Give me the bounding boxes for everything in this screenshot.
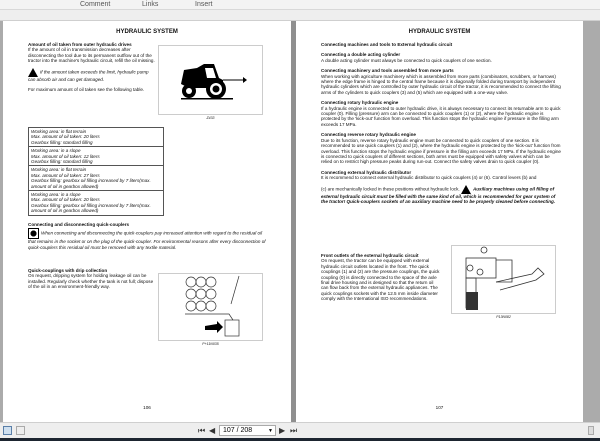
section-text: A double acting cylinder must always be connected to quick couplers of one section.: [321, 57, 492, 63]
front-outlets-figure: [451, 245, 556, 319]
first-page-button[interactable]: ⏮: [198, 426, 206, 435]
section-text: It is recommend to connect external hydraulic distributor to quick couplers (4) or (6). Control levers (b) and: [321, 175, 537, 181]
next-page-button[interactable]: ▶: [279, 426, 286, 435]
toolbar-comment[interactable]: Comment: [80, 1, 111, 8]
cell: Gearbox filling: gearbox oil filling increased by 7 liters(max. amount of oil in gearbox allowed): [31, 202, 151, 214]
section-text: Due to its function, reverse rotary hydraulic engine must be connected to quick couplers of one section. It is recommended to use quick couplers (1) and (2), where the hydraulic engine is protected by the 'kick-out' function from overload. This function stops the hydraulic engine if pressure in the filling arm exceeds 17 MPa. If the hydraulic engine is connected to quick couplers of different sections, both arms must be equipped with safety valves which can be relied on to restrict high pressure peaks during run-out. Connect the safety valves drain to quick coupler (0).: [321, 137, 561, 165]
dropdown-arrow-icon: ▼: [268, 428, 273, 434]
page-display: 107 / 208: [223, 427, 253, 434]
coupler-drawing-icon: [159, 274, 262, 340]
table-row: [29, 191, 164, 216]
page-thumbnail-icon[interactable]: [16, 426, 25, 435]
cell: Gearbox filling: standard filling: [31, 159, 93, 165]
section-heading: Connecting reverse rotary hydraulic engine: [321, 132, 416, 138]
page-number-select[interactable]: [219, 425, 276, 436]
cell: Working area: in flat terrain: [31, 167, 87, 173]
figure-caption: P+11N035: [202, 341, 219, 346]
page-number: 106: [143, 404, 151, 410]
page-title: HYDRAULIC SYSTEM: [116, 29, 178, 35]
section-heading: Connecting rotary hydraulic engine: [321, 100, 399, 106]
drip-heading: Quick-couplings with drip collection: [28, 268, 108, 273]
figure-caption: Z433: [206, 115, 215, 120]
oil-heading: Amount of oil taken from outer hydraulic drives: [28, 42, 132, 47]
cell: Working area: in a slope: [31, 192, 81, 198]
intro-heading: Connecting machines and tools to External hydraulic circuit: [321, 42, 453, 47]
toolbar-links[interactable]: Links: [142, 1, 159, 8]
table-intro: For maximum amount of oil taken see the following table.: [28, 87, 145, 93]
cell: Max. amount of oil taken: 20 liters: [31, 197, 100, 203]
table-row: [29, 128, 164, 147]
section-text: If a hydraulic engine is connected to outer hydraulic drive, it is always necessary to connect its returnable arm to quick coupler (0). Filling (pressure) arm can be connected to quick couplers (1) or (2), where the hydraulic engine is protected by the 'kick-out' function from overload. This function stops the hydraulic engine if pressure in the filling arm exceeds 17 MPa.: [321, 105, 561, 127]
page-title: HYDRAULIC SYSTEM: [408, 29, 471, 35]
toolbar-insert[interactable]: Insert: [195, 1, 213, 8]
page-number: 107: [435, 404, 444, 410]
table-row: [29, 147, 164, 166]
qc-text: When connecting and disconnecting the quick-couplers pay increased attention with regard to the residual oil that remains in the socket or on the plug of the quick-coupler. For environmental reasons after every disconnection of quick-couplers this residual oil must be removed with any textile material.: [28, 231, 266, 250]
figure-caption: P13N082: [496, 314, 511, 319]
distributor-warning: Auxiliary machines using oil filling of external hydraulic circuit must be filled with the same kind of oil, which is recommended for gear system of the tractor! Quick-couplers sockets of an auxiliary machine need to be properly cleaned before connecting.: [321, 186, 556, 204]
cell: Max. amount of oil taken: 27 liters: [31, 172, 100, 178]
environment-icon: [28, 228, 39, 239]
drip-figure: [158, 273, 263, 346]
oil-text: If the amount of oil in transmission decreases after disconnecting the tool due to its permanent outflow out of the tractor into the machine's hydraulic circuit, refill the oil missing.: [28, 47, 155, 64]
cell: Gearbox filling: standard filling: [31, 139, 93, 145]
document-tab-strip: [0, 10, 600, 21]
drip-text: On request, dripping system for holding leakage oil can be installed. Regularly check whether the tank is not full; dispose of the oil in an environment-friendly way.: [28, 273, 154, 290]
warning-icon: [28, 68, 38, 77]
page-106: [3, 21, 291, 422]
add-page-icon[interactable]: [3, 426, 12, 435]
section-heading: Connecting external hydraulic distributor: [321, 169, 412, 175]
cell: Working area: in flat terrain: [31, 129, 87, 134]
tractor-figure: [158, 45, 263, 120]
front-text: On request, the tractor can be equipped with external hydraulic circuit outlets located in the front. The quick couplings (1) and (2) are the pressure couplings, the quick coupling (0) is directly connected to the space of the axle final drive housing and is designed so that the return oil can flow back from the external hydraulic appliances. The quick couplings sockets with the 12.5 mm inside diameter comply with the International ISO recommendations.: [321, 258, 440, 302]
section-text: When working with agriculture machinery which is assembled from more parts (combinators, scrubbers, or harrows) where the edge frame is hinged to the central frame because it is diagonally folded during transport by independent hydraulic cylinders which are controlled by outer hydraulic circuit of the tractor, it is recommended to connect the lifting arms of the cylinders to quick couplers (3) and (5) which are equipped with a one-way valve.: [321, 73, 561, 95]
front-heading: Front outlets of the external hydraulic circuit: [321, 253, 419, 258]
tractor-icon: [159, 46, 262, 114]
last-page-button[interactable]: ⏭: [290, 426, 298, 435]
bottom-navigation-bar: [0, 422, 600, 438]
page-107: [296, 21, 583, 422]
warning-icon: [461, 185, 471, 194]
section-heading: Connecting machinery and tools assembled from more parts: [321, 68, 454, 74]
page-view-icon[interactable]: [588, 426, 594, 435]
qc-heading: Connecting and disconnecting quick-couplers: [28, 222, 130, 227]
cell: Working area: in a slope: [31, 148, 81, 154]
cell: Max. amount of oil taken: 12 liters: [31, 153, 100, 159]
previous-page-button[interactable]: ◀: [209, 426, 216, 435]
front-hitch-drawing-icon: [452, 246, 555, 313]
table-row: [29, 166, 164, 191]
section-heading: Connecting a double acting cylinder: [321, 52, 401, 58]
top-toolbar: [0, 0, 600, 10]
warning-text: If the amount taken exceeds the limit, hydraulic pump can absorb air and can get damaged.: [28, 69, 149, 82]
cell: Gearbox filling: gearbox oil filling increased by 7 liters(max. amount of oil in gearbox allowed): [31, 178, 151, 189]
cell: Max. amount of oil taken: 20 liters: [31, 134, 100, 140]
oil-table: [28, 127, 164, 216]
distributor-cont: (c) are mechanically locked in these positions without hydraulic lock.: [321, 186, 460, 192]
